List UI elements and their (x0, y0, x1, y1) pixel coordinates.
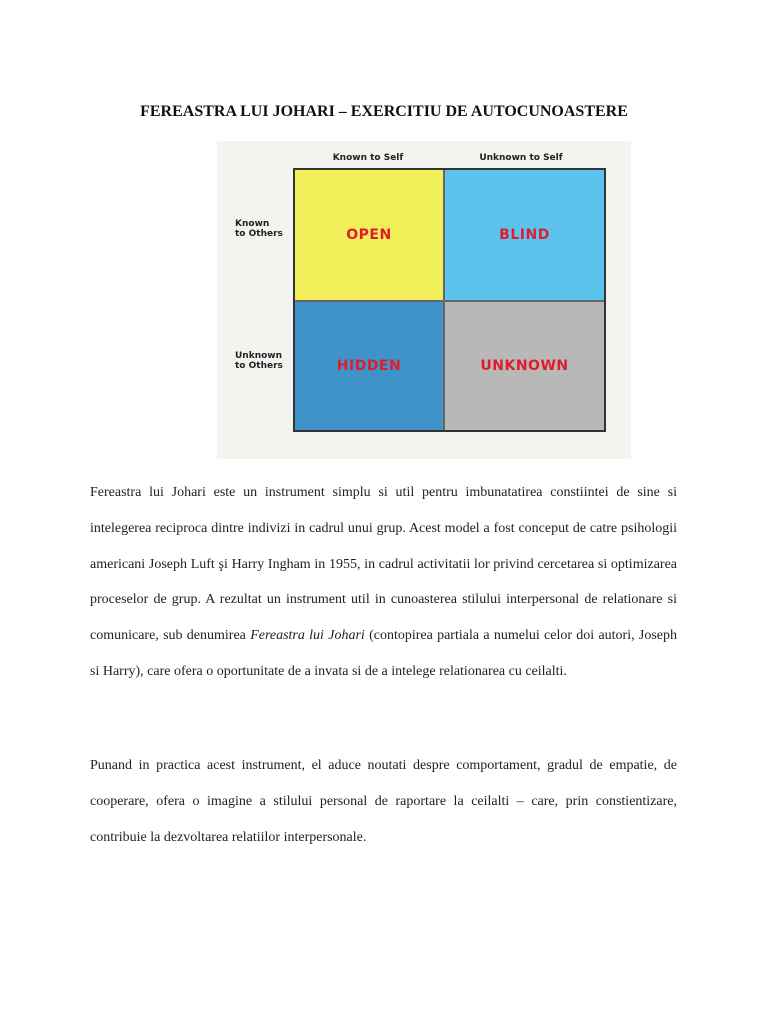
row-header-known-to-others: Known to Others (235, 219, 283, 239)
paragraph-practice: Punand in practica acest instrument, el aduce noutati despre comportament, gradul de empatie, de cooperare, ofera o imagine a stilului personal de raportare la ceilalti – care, prin constientizare, contribuie la dezvoltarea relatiilor interpersonale. (90, 758, 677, 845)
paragraph-intro (90, 475, 677, 690)
quadrant-open: OPEN (295, 170, 443, 300)
quadrant-unknown: UNKNOWN (445, 302, 604, 430)
johari-grid (293, 168, 606, 432)
paragraph-intro-italic-term: Fereastra lui Johari (250, 628, 365, 644)
quadrant-hidden: HIDDEN (295, 302, 443, 430)
page-title: FEREASTRA LUI JOHARI – EXERCITIU DE AUTOCUNOASTERE (140, 103, 628, 120)
col-header-known-to-self: Known to Self (332, 153, 404, 163)
quadrant-blind: BLIND (445, 170, 604, 300)
johari-window-diagram (217, 141, 631, 459)
paragraph-intro-text-2: (contopirea partiala a numelui celor doi autori, Joseph si Harry), care ofera o oportunitate de a invata si de a intelege relationarea cu ceilalti. (90, 628, 677, 679)
row-header-unknown-to-others: Unknown to Others (235, 351, 283, 371)
col-header-unknown-to-self: Unknown to Self (479, 153, 563, 163)
paragraph-intro-text-1: Fereastra lui Johari este un instrument simplu si util pentru imbunatatirea constiintei de sine si intelegerea reciproca dintre indivizi in cadrul unui grup. Acest model a fost conceput de catre psihologii americani Joseph Luft şi Harry Ingham in 1955, in cadrul activitatii lor privind cercetarea si optimizarea proceselor de grup. A rezultat un instrument util in cunoasterea stilului interpersonal de relationare si comunicare, sub denumirea (90, 485, 677, 644)
